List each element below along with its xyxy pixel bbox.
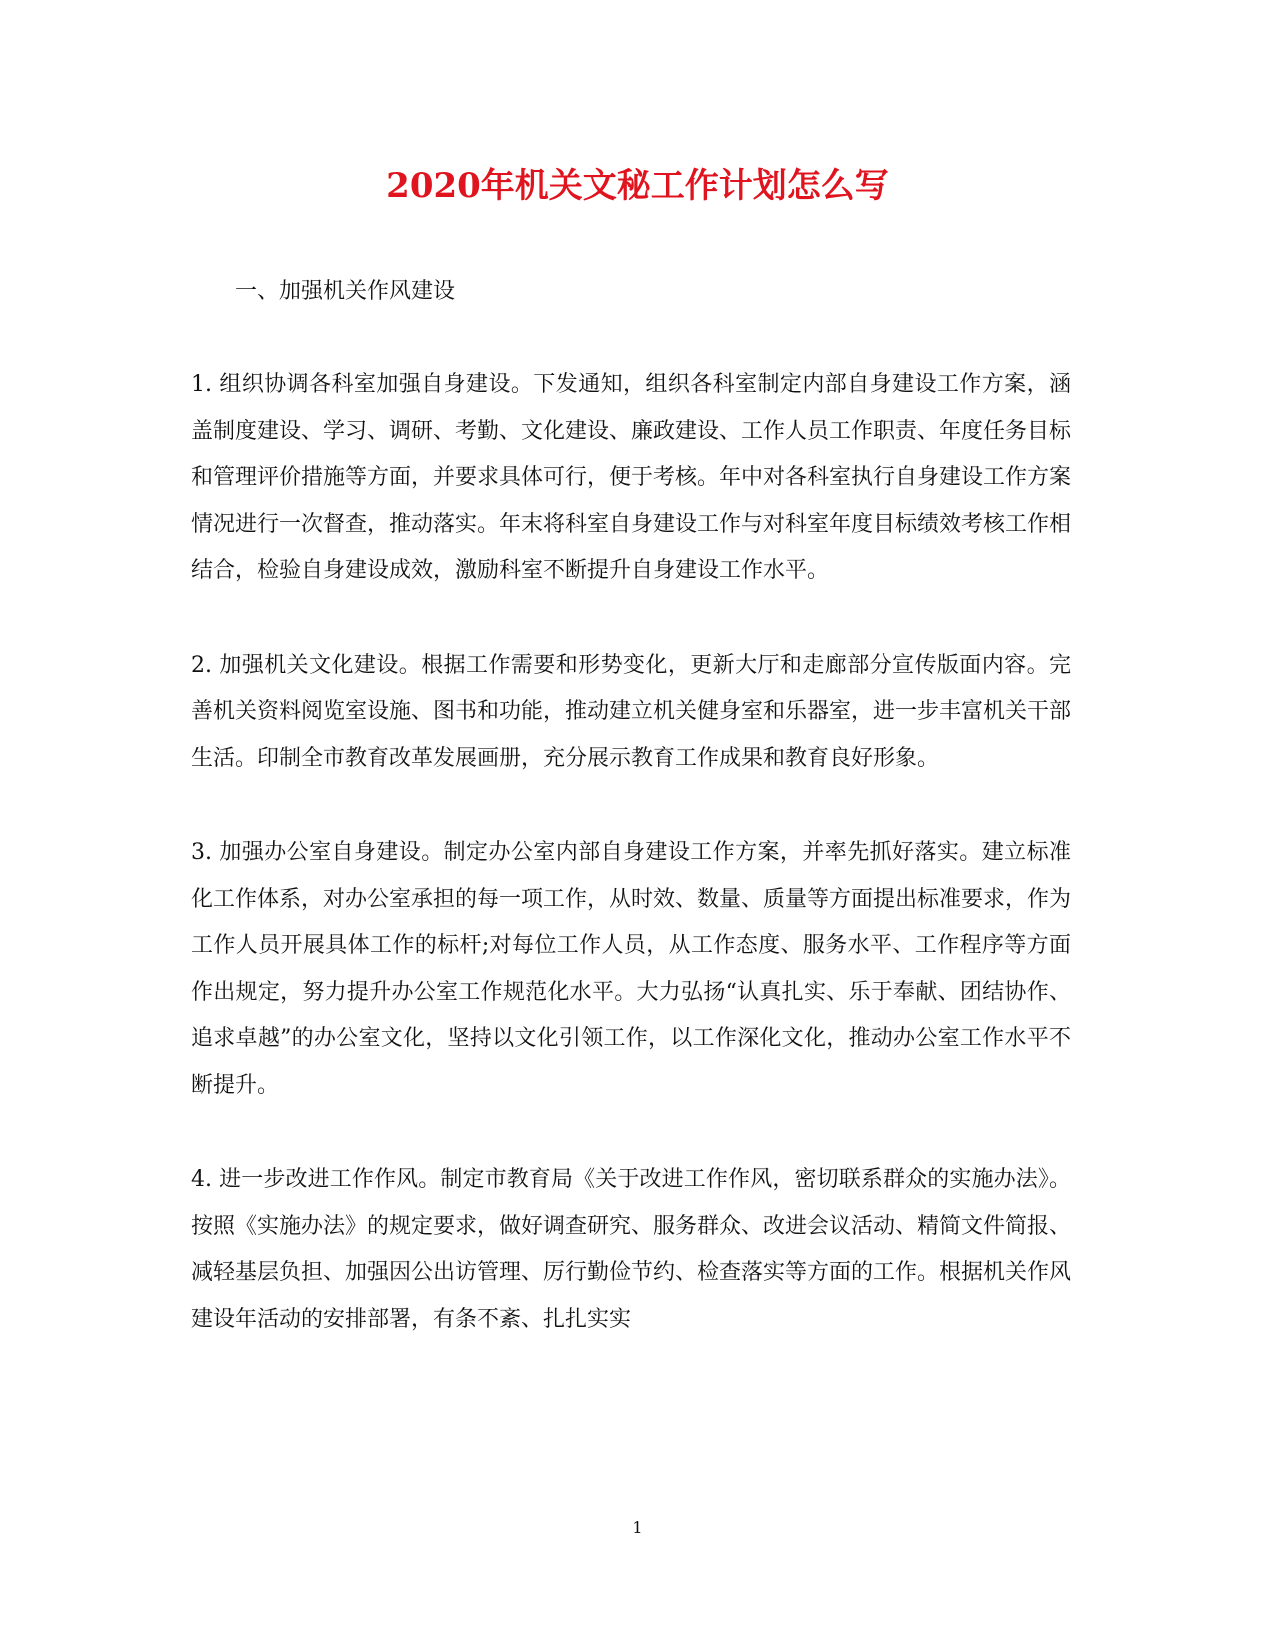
paragraph-2: 2. 加强机关文化建设。根据工作需要和形势变化，更新大厅和走廊部分宣传版面内容。完善机关资料阅览室设施、图书和功能，推动建立机关健身室和乐器室，进一步丰富机关干部生活。印制全市教育改革发展画册，充分展示教育工作成果和教育良好形象。 — [191, 652, 1072, 771]
section-heading: 一、加强机关作风建设 — [235, 279, 456, 304]
page-number: 1 — [632, 1518, 643, 1537]
document-body — [191, 272, 1071, 1391]
paragraph-1: 1. 组织协调各科室加强自身建设。下发通知，组织各科室制定内部自身建设工作方案，涵盖制度建设、学习、调研、考勤、文化建设、廉政建设、工作人员工作职责、年度任务目标和管理评价措施等方面，并要求具体可行，便于考核。年中对各科室执行自身建设工作方案情况进行一次督查，推动落实。年末将科室自身建设工作与对科室年度目标绩效考核工作相结合，检验自身建设成效，激励科室不断提升自身建设工作水平。 — [191, 372, 1072, 583]
paragraph-3: 3. 加强办公室自身建设。制定办公室内部自身建设工作方案，并率先抓好落实。建立标准化工作体系，对办公室承担的每一项工作，从时效、数量、质量等方面提出标准要求，作为工作人员开展具体工作的标杆;对每位工作人员，从工作态度、服务水平、工作程序等方面作出规定，努力提升办公室工作规范化水平。大力弘扬“认真扎实、乐于奉献、团结协作、追求卓越”的办公室文化，坚持以文化引领工作，以工作深化文化，推动办公室工作水平不断提升。 — [191, 840, 1072, 1098]
paragraph-4: 4. 进一步改进工作作风。制定市教育局《关于改进工作作风，密切联系群众的实施办法》。按照《实施办法》的规定要求，做好调查研究、服务群众、改进会议活动、精简文件简报、减轻基层负担、加强因公出访管理、厉行勤俭节约、检查落实等方面的工作。根据机关作风建设年活动的安排部署，有条不紊、扎扎实实 — [191, 1167, 1072, 1332]
document-title: 2020年机关文秘工作计划怎么写 — [386, 166, 889, 206]
